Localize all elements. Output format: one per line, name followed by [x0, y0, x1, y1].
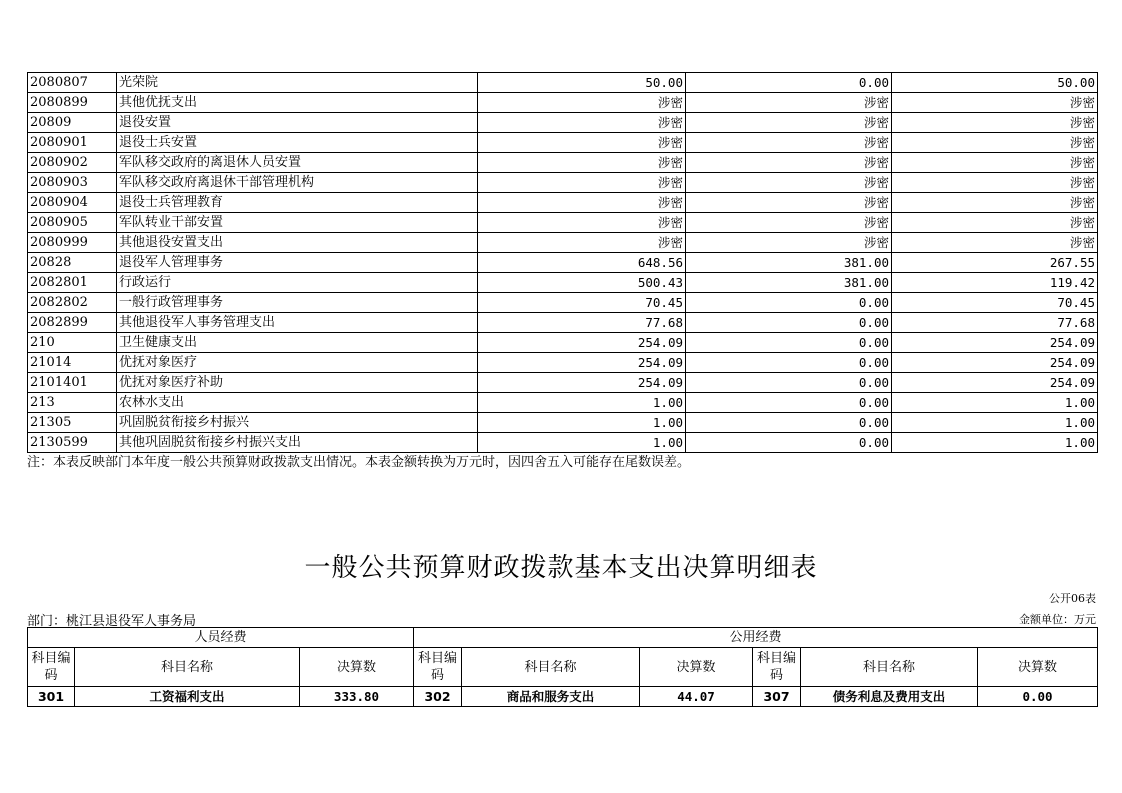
total-amount: 254.09	[478, 333, 686, 353]
table-row	[28, 373, 1098, 393]
subject-code: 2080905	[28, 213, 117, 233]
subject-code: 2130599	[28, 433, 117, 453]
subject-code: 20809	[28, 113, 117, 133]
total-amount: 涉密	[478, 173, 686, 193]
col-name-header: 科目名称	[75, 648, 300, 687]
total-amount: 254.09	[478, 353, 686, 373]
total-amount: 70.45	[478, 293, 686, 313]
col-code-header: 科目编码	[28, 648, 75, 687]
column-header-row	[28, 648, 1098, 687]
table-row	[28, 413, 1098, 433]
table-row	[28, 93, 1098, 113]
col-code-header: 科目编码	[753, 648, 801, 687]
subject-code: 2080902	[28, 153, 117, 173]
project-amount: 70.45	[892, 293, 1098, 313]
basic-amount: 0.00	[686, 73, 892, 93]
subject-name: 优抚对象医疗补助	[117, 373, 478, 393]
table-row	[28, 393, 1098, 413]
public-amount-1: 44.07	[640, 687, 753, 707]
table-row	[28, 233, 1098, 253]
subject-code: 2080904	[28, 193, 117, 213]
subject-code: 213	[28, 393, 117, 413]
basic-amount: 涉密	[686, 213, 892, 233]
col-name-header: 科目名称	[462, 648, 640, 687]
subject-code: 2080901	[28, 133, 117, 153]
table-row	[28, 153, 1098, 173]
total-amount: 涉密	[478, 113, 686, 133]
group-header-row	[28, 628, 1098, 648]
expenditure-table-body	[28, 73, 1098, 453]
total-amount: 涉密	[478, 153, 686, 173]
form-number: 公开06表	[1049, 592, 1096, 605]
table-row	[28, 133, 1098, 153]
subject-code: 2101401	[28, 373, 117, 393]
subject-code: 2080999	[28, 233, 117, 253]
table-row	[28, 213, 1098, 233]
subject-code: 210	[28, 333, 117, 353]
basic-amount: 涉密	[686, 93, 892, 113]
subject-name: 军队移交政府离退休干部管理机构	[117, 173, 478, 193]
project-amount: 1.00	[892, 393, 1098, 413]
basic-amount: 0.00	[686, 333, 892, 353]
group-public-header: 公用经费	[414, 628, 1098, 648]
personnel-name: 工资福利支出	[75, 687, 300, 707]
basic-amount: 381.00	[686, 253, 892, 273]
subject-name: 军队转业干部安置	[117, 213, 478, 233]
subject-code: 2080807	[28, 73, 117, 93]
subject-name: 卫生健康支出	[117, 333, 478, 353]
basic-amount: 0.00	[686, 373, 892, 393]
total-amount: 涉密	[478, 233, 686, 253]
project-amount: 50.00	[892, 73, 1098, 93]
subject-name: 光荣院	[117, 73, 478, 93]
table-note: 注：本表反映部门本年度一般公共预算财政拨款支出情况。本表金额转换为万元时，因四舍五入可能存在尾数误差。	[27, 455, 691, 470]
project-amount: 涉密	[892, 193, 1098, 213]
basic-expenditure-table	[27, 627, 1098, 707]
project-amount: 254.09	[892, 333, 1098, 353]
public-amount-2: 0.00	[978, 687, 1098, 707]
personnel-amount: 333.80	[300, 687, 414, 707]
table-row	[28, 73, 1098, 93]
total-amount: 254.09	[478, 373, 686, 393]
table-row	[28, 353, 1098, 373]
table-row	[28, 273, 1098, 293]
table-row	[28, 173, 1098, 193]
subject-code: 21014	[28, 353, 117, 373]
total-amount: 涉密	[478, 193, 686, 213]
project-amount: 涉密	[892, 213, 1098, 233]
project-amount: 涉密	[892, 113, 1098, 133]
total-amount: 50.00	[478, 73, 686, 93]
subject-code: 2082802	[28, 293, 117, 313]
expenditure-detail-table	[27, 72, 1098, 453]
subject-name: 其他巩固脱贫衔接乡村振兴支出	[117, 433, 478, 453]
public-code-1: 302	[414, 687, 462, 707]
subject-name: 退役安置	[117, 113, 478, 133]
subject-name: 行政运行	[117, 273, 478, 293]
basic-amount: 涉密	[686, 113, 892, 133]
subject-name: 其他退役安置支出	[117, 233, 478, 253]
project-amount: 1.00	[892, 433, 1098, 453]
project-amount: 119.42	[892, 273, 1098, 293]
total-amount: 500.43	[478, 273, 686, 293]
table-row	[28, 293, 1098, 313]
project-amount: 涉密	[892, 153, 1098, 173]
basic-amount: 0.00	[686, 433, 892, 453]
project-amount: 267.55	[892, 253, 1098, 273]
basic-amount: 0.00	[686, 393, 892, 413]
basic-amount: 涉密	[686, 173, 892, 193]
basic-amount: 涉密	[686, 133, 892, 153]
total-amount: 涉密	[478, 133, 686, 153]
table-row	[28, 687, 1098, 707]
subject-name: 其他退役军人事务管理支出	[117, 313, 478, 333]
basic-amount: 涉密	[686, 233, 892, 253]
basic-amount: 涉密	[686, 193, 892, 213]
table-row	[28, 333, 1098, 353]
public-name-2: 债务利息及费用支出	[801, 687, 978, 707]
subject-name: 优抚对象医疗	[117, 353, 478, 373]
total-amount: 1.00	[478, 433, 686, 453]
subject-name: 一般行政管理事务	[117, 293, 478, 313]
subject-name: 其他优抚支出	[117, 93, 478, 113]
project-amount: 涉密	[892, 93, 1098, 113]
basic-amount: 0.00	[686, 353, 892, 373]
project-amount: 254.09	[892, 353, 1098, 373]
subject-name: 农林水支出	[117, 393, 478, 413]
amount-unit-label: 金额单位：万元	[1019, 613, 1096, 626]
subject-name: 退役士兵安置	[117, 133, 478, 153]
subject-code: 2082801	[28, 273, 117, 293]
basic-amount: 0.00	[686, 293, 892, 313]
col-name-header: 科目名称	[801, 648, 978, 687]
table-row	[28, 253, 1098, 273]
total-amount: 涉密	[478, 93, 686, 113]
personnel-code: 301	[28, 687, 75, 707]
total-amount: 1.00	[478, 393, 686, 413]
subject-name: 退役军人管理事务	[117, 253, 478, 273]
project-amount: 涉密	[892, 173, 1098, 193]
total-amount: 涉密	[478, 213, 686, 233]
table-row	[28, 313, 1098, 333]
subject-code: 21305	[28, 413, 117, 433]
page-title: 一般公共预算财政拨款基本支出决算明细表	[304, 553, 818, 583]
basic-amount: 涉密	[686, 153, 892, 173]
subject-name: 军队移交政府的离退休人员安置	[117, 153, 478, 173]
project-amount: 涉密	[892, 233, 1098, 253]
subject-name: 巩固脱贫衔接乡村振兴	[117, 413, 478, 433]
total-amount: 648.56	[478, 253, 686, 273]
col-code-header: 科目编码	[414, 648, 462, 687]
table-row	[28, 433, 1098, 453]
basic-amount: 381.00	[686, 273, 892, 293]
total-amount: 1.00	[478, 413, 686, 433]
total-amount: 77.68	[478, 313, 686, 333]
project-amount: 涉密	[892, 133, 1098, 153]
subject-code: 20828	[28, 253, 117, 273]
subject-code: 2082899	[28, 313, 117, 333]
project-amount: 77.68	[892, 313, 1098, 333]
table-row	[28, 113, 1098, 133]
col-amount-header: 决算数	[978, 648, 1098, 687]
subject-name: 退役士兵管理教育	[117, 193, 478, 213]
basic-amount: 0.00	[686, 313, 892, 333]
project-amount: 254.09	[892, 373, 1098, 393]
group-personnel-header: 人员经费	[28, 628, 414, 648]
public-name-1: 商品和服务支出	[462, 687, 640, 707]
department-label: 部门：桃江县退役军人事务局	[27, 614, 197, 629]
basic-amount: 0.00	[686, 413, 892, 433]
public-code-2: 307	[753, 687, 801, 707]
table-row	[28, 193, 1098, 213]
project-amount: 1.00	[892, 413, 1098, 433]
subject-code: 2080899	[28, 93, 117, 113]
col-amount-header: 决算数	[640, 648, 753, 687]
subject-code: 2080903	[28, 173, 117, 193]
col-amount-header: 决算数	[300, 648, 414, 687]
